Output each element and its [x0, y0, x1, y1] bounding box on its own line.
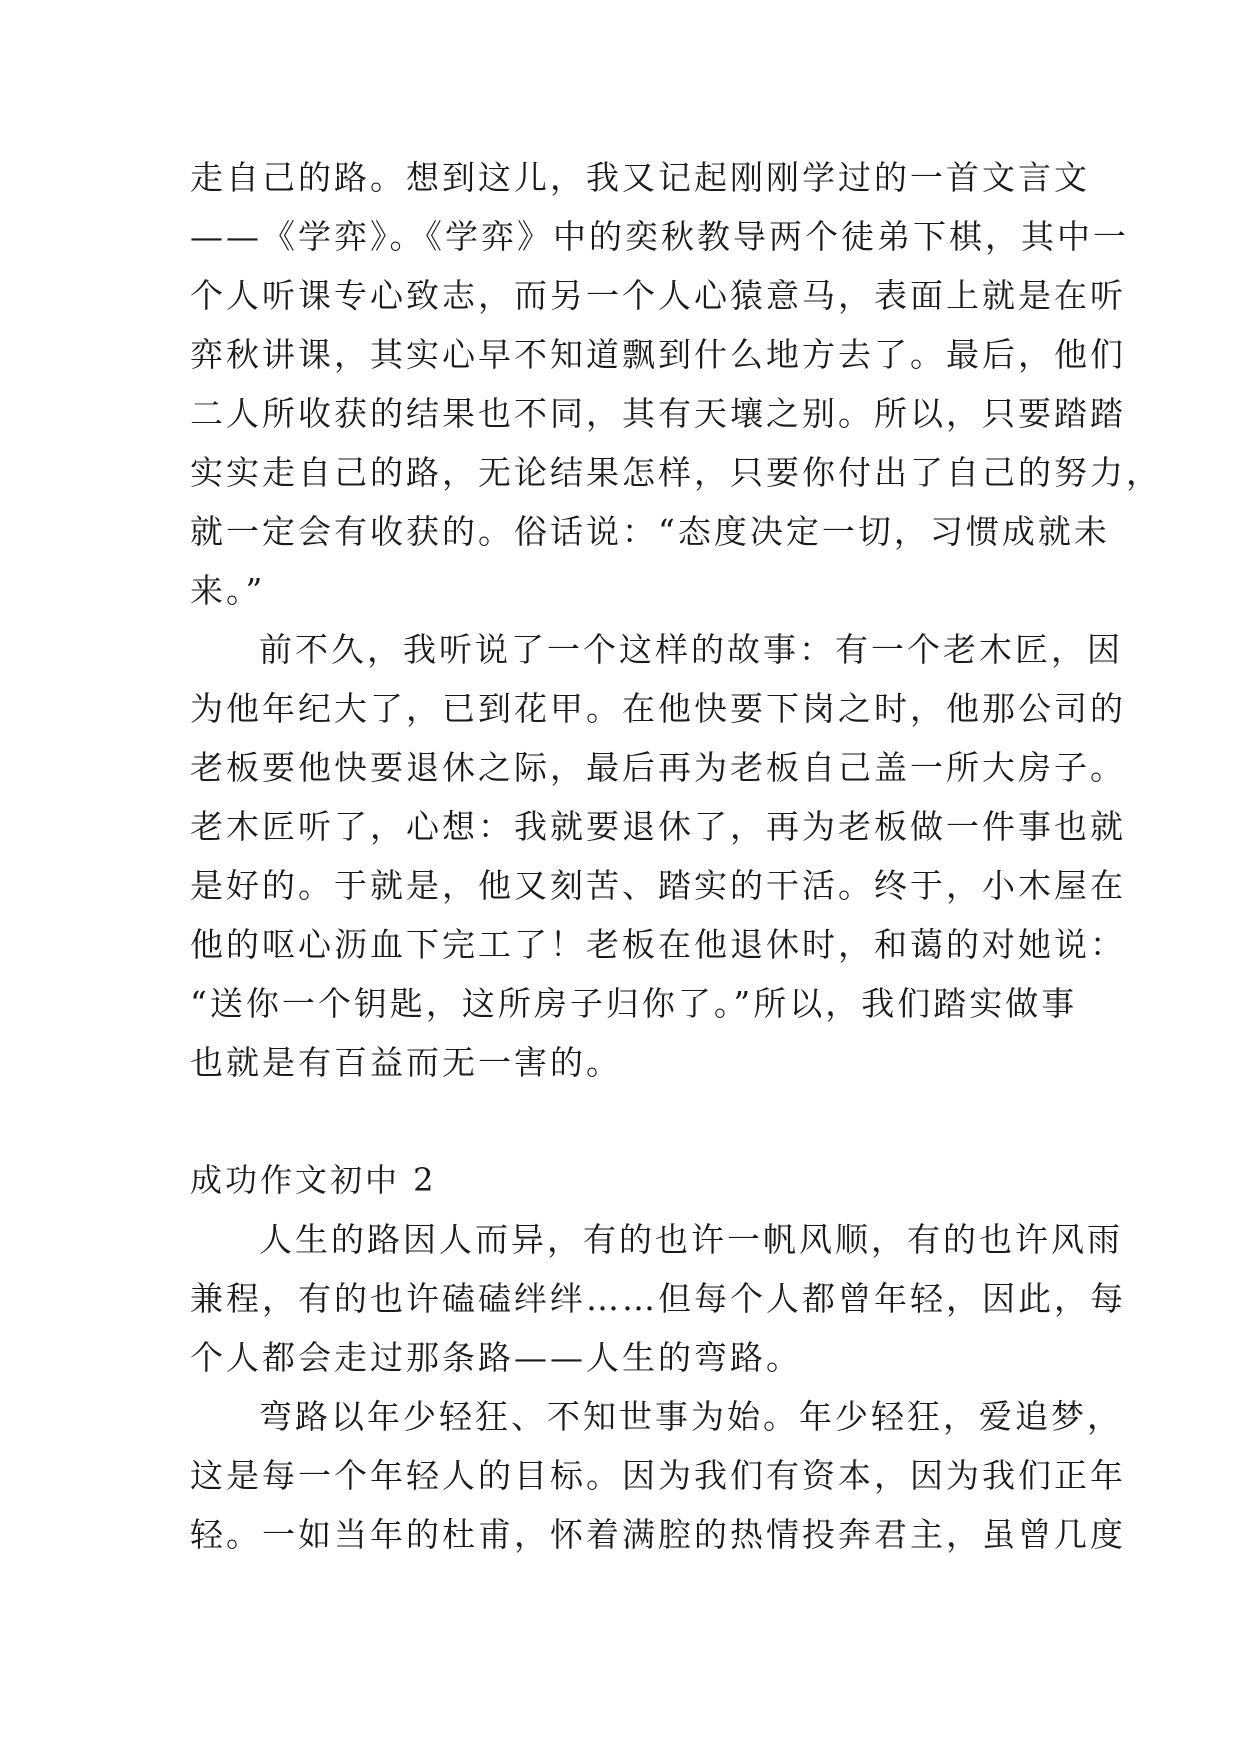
paragraph-line: 就一定会有收获的。俗话说：“态度决定一切，习惯成就未	[190, 512, 1110, 551]
paragraph-line: 老板要他快要退休之际，最后再为老板自己盖一所大房子。	[190, 748, 1126, 787]
paragraph-line: 实实走自己的路，无论结果怎样，只要你付出了自己的努力，	[190, 453, 1162, 492]
paragraph-2	[190, 620, 1126, 1092]
paragraph-line: 个人都会走过那条路——人生的弯路。	[190, 1338, 802, 1377]
paragraph-line: 轻。一如当年的杜甫，怀着满腔的热情投奔君主，虽曾几度	[190, 1515, 1126, 1554]
paragraph-line: 老木匠听了，心想：我就要退休了，再为老板做一件事也就	[190, 807, 1126, 846]
paragraph-line: 弯路以年少轻狂、不知世事为始。年少轻狂，爱追梦，	[259, 1397, 1123, 1436]
paragraph-line: “送你一个钥匙，这所房子归你了。”所以，我们踏实做事	[190, 984, 1078, 1023]
paragraph-line: 弈秋讲课，其实心早不知道飘到什么地方去了。最后，他们	[190, 335, 1126, 374]
paragraph-line: 是好的。于就是，他又刻苦、踏实的干活。终于，小木屋在	[190, 866, 1126, 905]
paragraph-4	[190, 1387, 1126, 1564]
paragraph-line: 前不久，我听说了一个这样的故事：有一个老木匠，因	[259, 630, 1123, 669]
paragraph-3	[190, 1210, 1126, 1387]
paragraph-line: 也就是有百益而无一害的。	[190, 1043, 622, 1082]
paragraph-line: 为他年纪大了，已到花甲。在他快要下岗之时，他那公司的	[190, 689, 1126, 728]
paragraph-line: 这是每一个年轻人的目标。因为我们有资本，因为我们正年	[190, 1456, 1126, 1495]
paragraph-line: ——《学弈》。《学弈》中的奕秋教导两个徒弟下棋，其中一	[190, 217, 1129, 256]
paragraph-line: 他的呕心沥血下完工了！老板在他退休时，和蔼的对她说：	[190, 925, 1126, 964]
paragraph-line: 来。”	[190, 571, 266, 610]
section-heading: 成功作文初中 2	[190, 1161, 437, 1199]
paragraph-1	[190, 148, 1162, 620]
paragraph-line: 走自己的路。想到这儿，我又记起刚刚学过的一首文言文	[190, 158, 1090, 197]
paragraph-line: 兼程，有的也许磕磕绊绊……但每个人都曾年轻，因此，每	[190, 1279, 1126, 1318]
paragraph-line: 个人听课专心致志，而另一个人心猿意马，表面上就是在听	[190, 276, 1126, 315]
paragraph-line: 人生的路因人而异，有的也许一帆风顺，有的也许风雨	[259, 1220, 1123, 1259]
paragraph-line: 二人所收获的结果也不同，其有天壤之别。所以，只要踏踏	[190, 394, 1126, 433]
